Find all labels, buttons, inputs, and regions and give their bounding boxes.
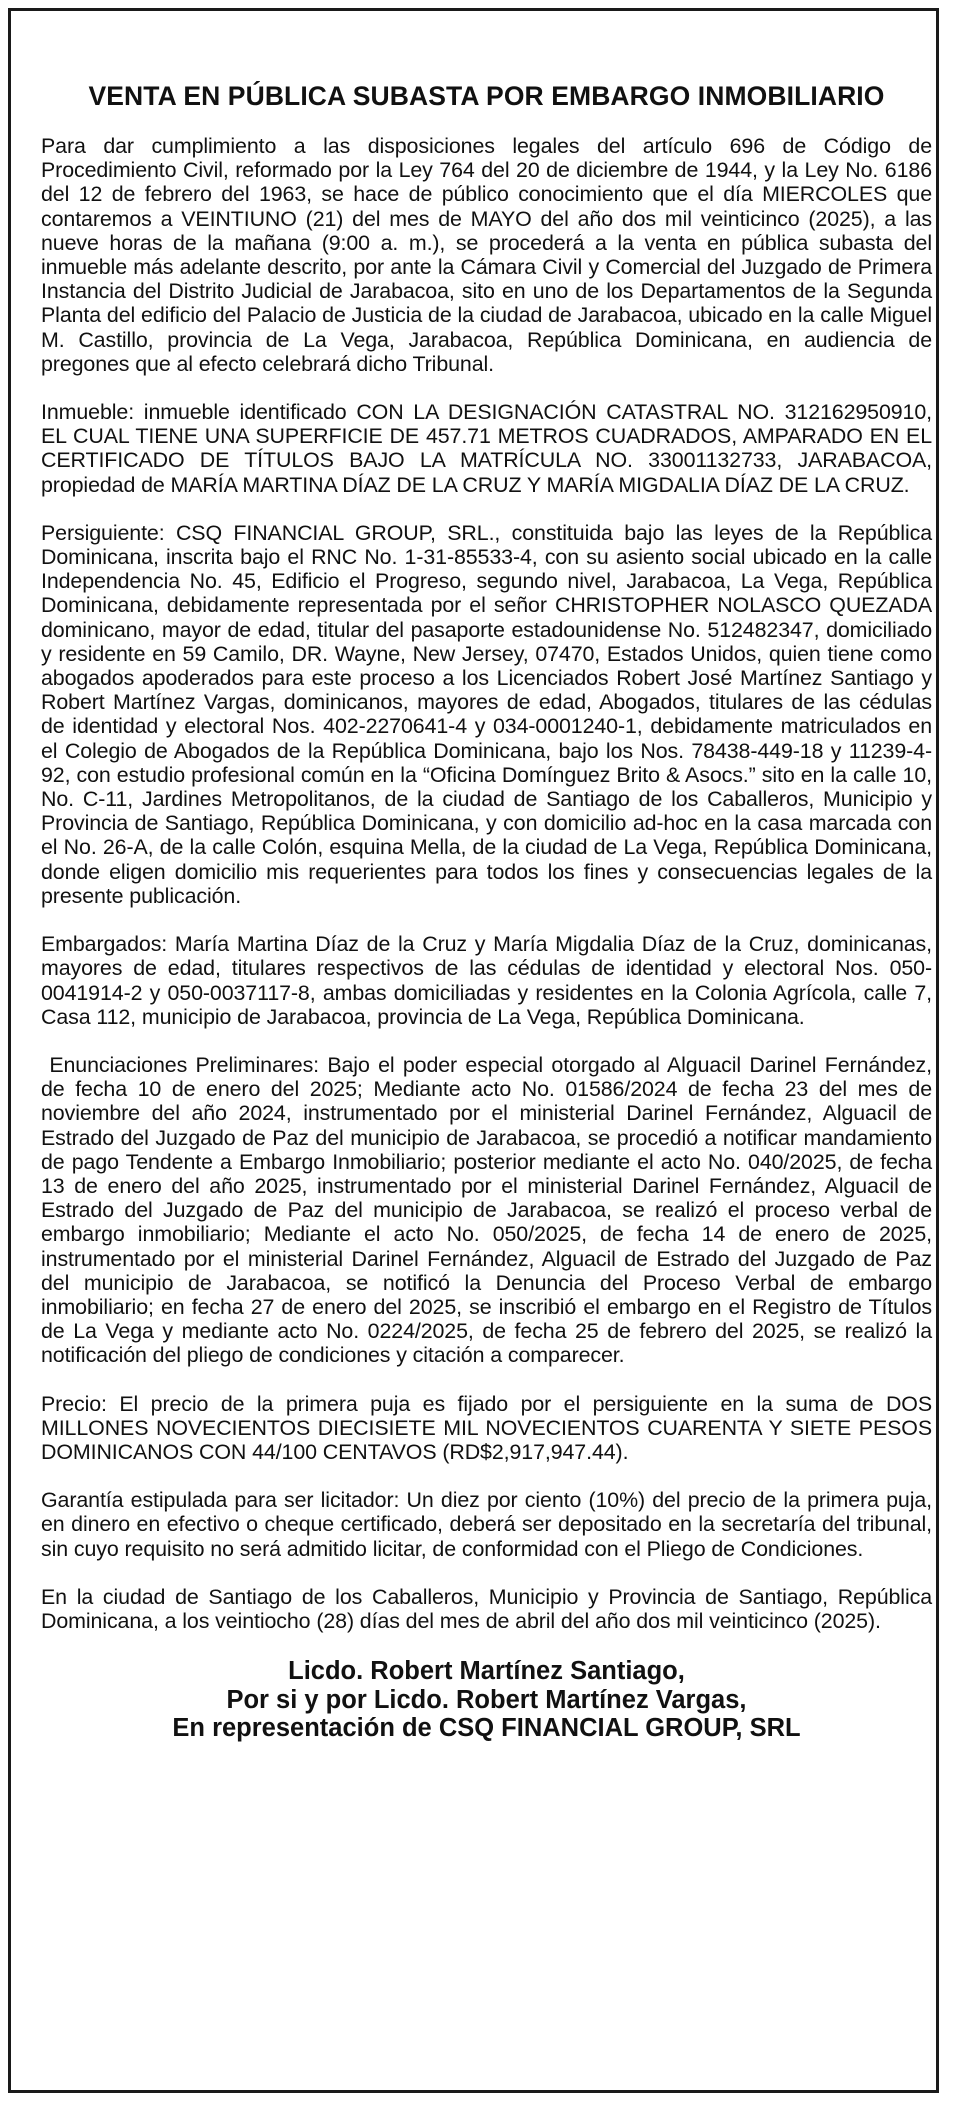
paragraph-precio: Precio: El precio de la primera puja es fijado por el persiguiente en la suma de DOS MILLONES NOVECIENTOS DIECISIETE MIL NOVECIENTOS CUARENTA Y SIETE PESOS DOMINICANOS CON 44/100 CENTAVOS (RD$2,917,947.44). [41, 1391, 932, 1464]
paragraph-enunciaciones: Enunciaciones Preliminares: Bajo el poder especial otorgado al Alguacil Darinel Fernández, de fecha 10 de enero del 2025; Mediante acto No. 01586/2024 de fecha 23 del mes de noviembre del año 2024, instrumentado por el ministerial Darinel Fernández, Alguacil de Estrado del Juzgado de Paz del municipio de Jarabacoa, se procedió a notificar mandamiento de pago Tendente a Embargo Inmobiliario; posterior mediante el acto No. 040/2025, de fecha 13 de enero del año 2025, instrumentado por el ministerial Darinel Fernández, Alguacil de Estrado del Juzgado de Paz del municipio de Jarabacoa, se realizó el proceso verbal de embargo inmobiliario; Mediante el acto No. 050/2025, de fecha 14 de enero de 2025, instrumentado por el ministerial Darinel Fernández, Alguacil de Estrado del Juzgado de Paz del municipio de Jarabacoa, se notificó la Denuncia del Proceso Verbal de embargo inmobiliario; en fecha 27 de enero del 2025, se inscribió el embargo en el Registro de Títulos de La Vega y mediante acto No. 0224/2025, de fecha 25 de febrero del 2025, se realizó la notificación del pliego de condiciones y citación a comparecer. [41, 1052, 938, 1368]
notice-border [8, 8, 939, 2093]
legal-notice [41, 81, 938, 1743]
notice-title: VENTA EN PÚBLICA SUBASTA POR EMBARGO INMOBILIARIO [88, 81, 885, 111]
paragraph-persiguiente: Persiguiente: CSQ FINANCIAL GROUP, SRL., constituida bajo las leyes de la República Dominicana, inscrita bajo el RNC No. 1-31-85533-4, con su asiento social ubicado en la calle Independencia No. 45, Edificio el Progreso, segundo nivel, Jarabacoa, La Vega, República Dominicana, debidamente representada por el señor CHRISTOPHER NOLASCO QUEZADA dominicano, mayor de edad, titular del pasaporte estadounidense No. 512482347, domiciliado y residente en 59 Camilo, DR. Wayne, New Jersey, 07470, Estados Unidos, quien tiene como abogados apoderados para este proceso a los Licenciados Robert José Martínez Santiago y Robert Martínez Vargas, dominicanos, mayores de edad, Abogados, titulares de las cédulas de identidad y electoral Nos. 402-2270641-4 y 034-0001240-1, debidamente matriculados en el Colegio de Abogados de la República Dominicana, bajo los Nos. 78438-449-18 y 11239-4-92, con estudio profesional común en la “Oficina Domínguez Brito & Asocs.” sito en la calle 10, No. C-11, Jardines Metropolitanos, de la ciudad de Santiago de los Caballeros, Municipio y Provincia de Santiago, República Dominicana, y con domicilio ad-hoc en la casa marcada con el No. 26-A, de la calle Colón, esquina Mella, de la ciudad de La Vega, República Dominicana, donde eligen domicilio mis requerientes para todos los fines y consecuencias legales de la presente publicación. [41, 520, 932, 908]
paragraph-intro: Para dar cumplimiento a las disposiciones legales del artículo 696 de Código de Procedimiento Civil, reformado por la Ley 764 del 20 de diciembre de 1944, y la Ley No. 6186 del 12 de febrero del 1963, se hace de público conocimiento que el día MIERCOLES que contaremos a VEINTIUNO (21) del mes de MAYO del año dos mil veinticinco (2025), a las nueve horas de la mañana (9:00 a. m.), se procederá a la venta en pública subasta del inmueble más adelante descrito, por ante la Cámara Civil y Comercial del Juzgado de Primera Instancia del Distrito Judicial de Jarabacoa, sito en uno de los Departamentos de la Segunda Planta del edificio del Palacio de Justicia de la ciudad de Jarabacoa, ubicado en la calle Miguel M. Castillo, provincia de La Vega, Jarabacoa, República Dominicana, en audiencia de pregones que al efecto celebrará dicho Tribunal. [41, 134, 932, 376]
signature-line-1: Licdo. Robert Martínez Santiago, [288, 1657, 685, 1686]
paragraph-inmueble: Inmueble: inmueble identificado CON LA DESIGNACIÓN CATASTRAL NO. 312162950910, EL CUAL TIENE UNA SUPERFICIE DE 457.71 METROS CUADRADOS, AMPARADO EN EL CERTIFICADO DE TÍTULOS BAJO LA MATRÍCULA NO. 33001132733, JARABACOA, propiedad de MARÍA MARTINA DÍAZ DE LA CRUZ Y MARÍA MIGDALIA DÍAZ DE LA CRUZ. [41, 400, 932, 497]
paragraph-garantia: Garantía estipulada para ser licitador: Un diez por ciento (10%) del precio de la primera puja, en dinero en efectivo o cheque certificado, deberá ser depositado en la secretaría del tribunal, sin cuyo requisito no será admitido licitar, de conformidad con el Pliego de Condiciones. [41, 1488, 932, 1561]
signature-block [41, 1657, 932, 1743]
signature-line-3: En representación de CSQ FINANCIAL GROUP, SRL [172, 1714, 801, 1743]
signature-line-2: Por si y por Licdo. Robert Martínez Vargas, [226, 1685, 747, 1714]
paragraph-embargados: Embargados: María Martina Díaz de la Cruz y María Migdalia Díaz de la Cruz, dominicanas, mayores de edad, titulares respectivos de las cédulas de identidad y electoral Nos. 050-0041914-2 y 050-0037117-8, ambas domiciliadas y residentes en la Colonia Agrícola, calle 7, Casa 112, municipio de Jarabacoa, provincia de La Vega, República Dominicana. [41, 932, 932, 1029]
paragraph-fecha-lugar: En la ciudad de Santiago de los Caballeros, Municipio y Provincia de Santiago, República Dominicana, a los veintiocho (28) días del mes de abril del año dos mil veinticinco (2025). [41, 1584, 932, 1633]
